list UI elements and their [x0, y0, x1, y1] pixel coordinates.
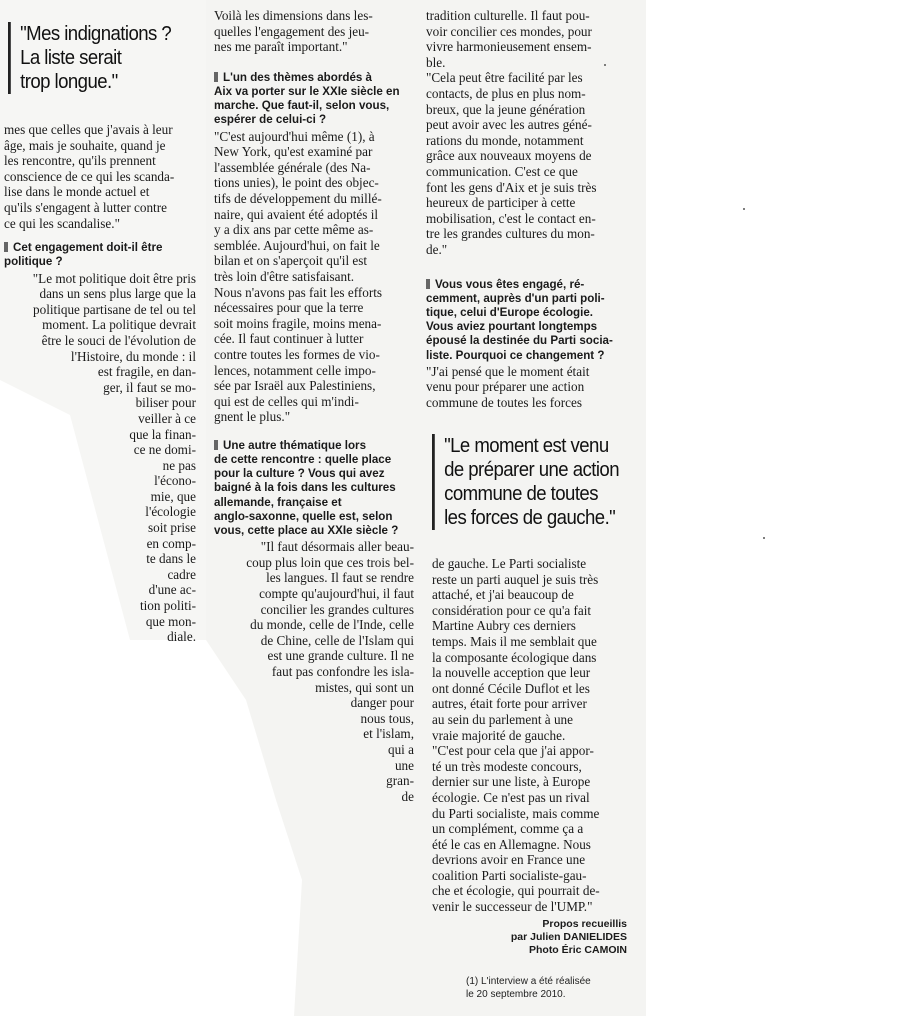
pull-quote-top [8, 22, 171, 94]
pull-quote-line: "Le moment est venu [444, 435, 609, 457]
speck [763, 537, 765, 539]
interview-answer: "Il faut désormais aller beau- coup plus loin que ces trois bel- les langues. Il faut se rendre compte qu'aujourd'hui, il faut concilier les grandes cultures du monde, celle de l'Inde, celle de Chine, celle de l'Islam qui est une grande culture. Il ne faut pas confondre les isla- mistes, qui sont un danger pour nous tous, et l'islam, qui a une gran- de [246, 539, 414, 804]
interview-question: L'un des thèmes abordés à Aix va porter sur le XXIe siècle en marche. Que faut-il, selon vous, espérer de celui-ci ? [214, 70, 400, 127]
question-marker [214, 440, 218, 450]
question-marker [214, 72, 218, 82]
column-1 [4, 122, 196, 645]
pull-quote-line: La liste serait [20, 47, 122, 69]
interview-answer: "Le mot politique doit être pris dans un sens plus large que la politique partisane de tel ou tel moment. La politique devrait être le souci de l'évolution de l'Histoire, du monde : il est fragile, en dan- ger, il faut se mo- biliser pour veiller à ce que la finan- ce ne domi- ne pas l'écono- mie, que l'écologie soit prise en comp- te dans le cadre d'une ac- tion politi- que mon- diale. [32, 270, 196, 645]
column-1-intro: mes que celles que j'avais à leur âge, mais je souhaite, quand je les rencontre, qu'ils prennent conscience de ce qui les scanda- lise dans le monde actuel et qu'ils s'engagent à lutter contre ce qui les scandalise." [4, 122, 175, 231]
byline: Propos recueillis par Julien DANIELIDES Photo Éric CAMOIN [510, 917, 627, 956]
column-3-intro: tradition culturelle. Il faut pou- voir concilier ces mondes, pour vivre harmonieusement ensem- ble. "Cela peut être facilité par les contacts, de plus en plus nom- breux, que la jeune génération peut avoir avec les autres géné- rations du monde, notamment grâce aux nouveaux moyens de communication. C'est ce que font les gens d'Aix et je suis très heureux de participer à cette mobilisation, c'est le contact en- tre les grandes cultures du mon- de." [426, 8, 597, 257]
question-marker [4, 242, 8, 252]
question-marker [426, 279, 430, 289]
interview-question: Cet engagement doit-il être politique ? [4, 241, 163, 269]
interview-answer: de gauche. Le Parti socialiste reste un parti auquel je suis très attaché, et j'ai beaucoup de considération pour ce qu'a fait Martine Aubry ces derniers temps. Mais il me semblait que la composante écologique dans la nouvelle acception que leur ont donné Cécile Duflot et les autres, était forte pour arriver au sein du parlement à une vraie majorité de gauche. "C'est pour cela que j'ai appor- té un très modeste concours, dernier sur une liste, à Europe écologie. Ce n'est pas un rival du Parti socialiste, mais comme un complément, comme ça a été le cas en Allemagne. Nous devrions avoir en France une coalition Parti socialiste-gau- che et écologie, qui pourrait de- venir le successeur de l'UMP." [432, 556, 600, 915]
interview-answer: "C'est aujourd'hui même (1), à New York, qu'est examiné par l'assemblée générale (des Na- tions unies), le point des objec- tifs de développement du millé- naire, qui avaient été adoptés il y a dix ans par cette même as- semblée. Aujourd'hui, on fait le bilan et on s'aperçoit qu'il est très loin d'être satisfaisant. Nous n'avons pas fait les efforts nécessaires pour que la terre soit moins fragile, moins mena- cée. Il faut continuer à lutter contre toutes les formes de vio- lences, notamment celle impo- sée par Israël aux Palestiniens, qui est de celles qui m'indi- gnent le plus." [214, 128, 383, 425]
pull-quote-line: commune de toutes [444, 483, 598, 505]
pull-quote-line: de préparer une action [444, 459, 619, 481]
pull-quote-middle [432, 434, 619, 530]
pull-quote-line: trop longue." [20, 71, 118, 93]
column-3-continued [432, 556, 627, 957]
footnote: (1) L'interview a été réalisée le 20 septembre 2010. [466, 976, 591, 1000]
speck [743, 208, 745, 210]
column-2-intro: Voilà les dimensions dans les- quelles l'engagement des jeu- nes me paraît important." [214, 8, 373, 55]
column-3 [426, 8, 626, 411]
column-2 [214, 8, 414, 804]
pull-quote-line: "Mes indignations ? [20, 23, 172, 45]
pull-quote-line: les forces de gauche." [444, 507, 616, 529]
interview-question: Vous vous êtes engagé, ré- cemment, auprès d'un parti poli- tique, celui d'Europe écologie. Vous aviez pourtant longtemps épousé la destinée du Parti socia- liste. Pourquoi ce changement ? [426, 277, 613, 362]
interview-answer: "J'ai pensé que le moment était venu pour préparer une action commune de toutes les forces [426, 363, 590, 410]
interview-question: Une autre thématique lors de cette rencontre : quelle place pour la culture ? Vous qui avez baigné à la fois dans les cultures allemande, française et anglo-saxonne, quelle est, selon vous, cette place au XXIe siècle ? [214, 438, 399, 538]
